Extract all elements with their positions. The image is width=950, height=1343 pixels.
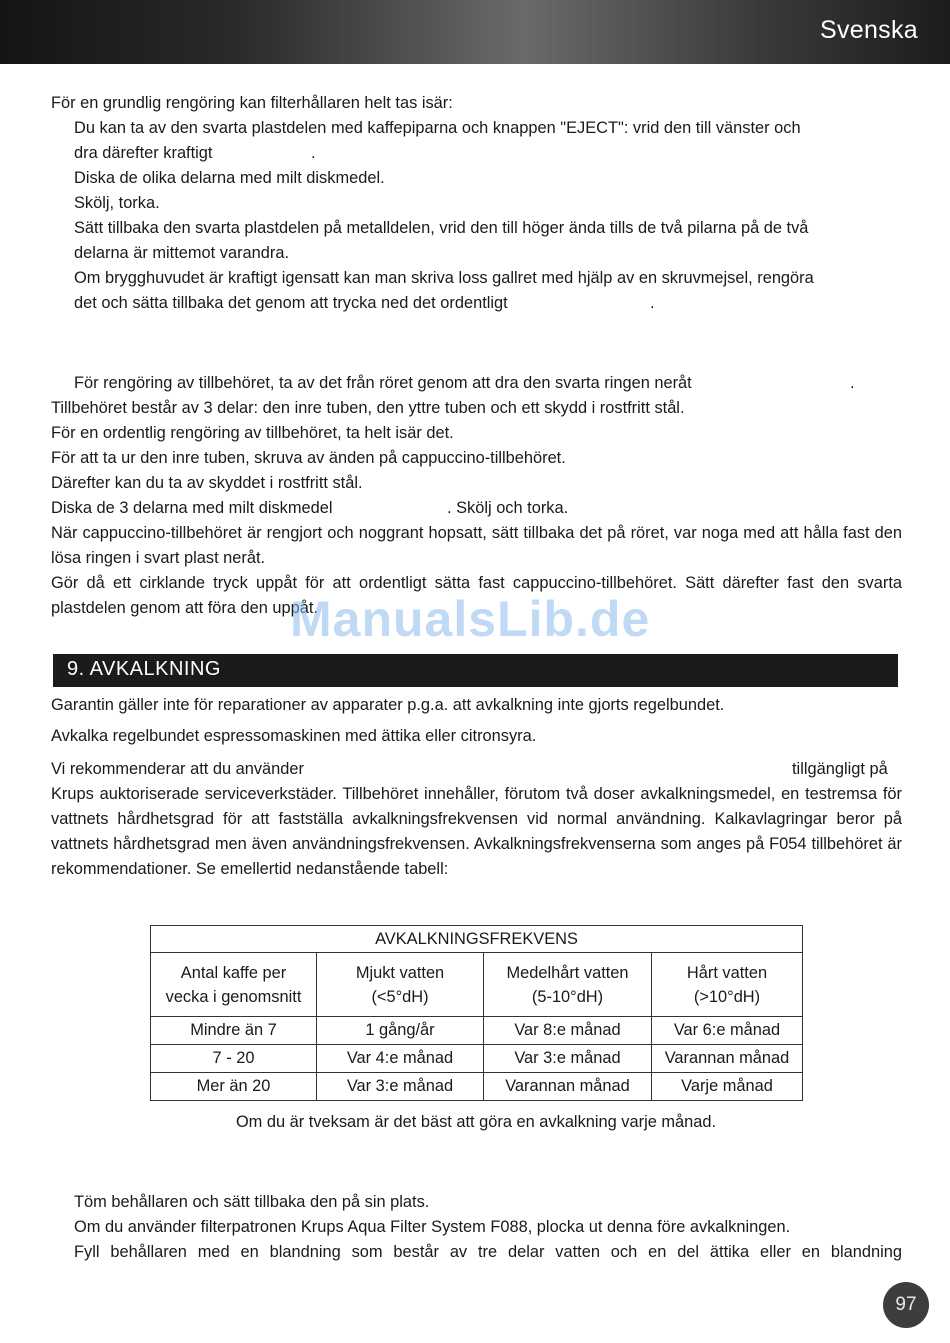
filter-item-4-line2: delarna är mittemot varandra. bbox=[74, 244, 289, 262]
header-line: Medelhårt vatten bbox=[506, 963, 629, 982]
table-header-cell bbox=[317, 953, 484, 1017]
table-cell: Var 3:e månad bbox=[484, 1045, 652, 1073]
filter-intro: För en grundlig rengöring kan filterhållaren helt tas isär: bbox=[51, 94, 453, 112]
header-line: vecka i genomsnitt bbox=[165, 987, 302, 1006]
accessory-line-2: För en ordentlig rengöring av tillbehöret, ta helt isär det. bbox=[51, 424, 454, 442]
filter-item-1-end: . bbox=[311, 144, 316, 162]
section-heading-bar bbox=[53, 654, 898, 687]
accessory-first-end: . bbox=[850, 374, 855, 392]
descaling-frequency-table bbox=[150, 925, 803, 1101]
accessory-para-2: Gör då ett cirklande tryck uppåt för att ordentligt sätta fast cappuccino-tillbehöret. Sätt därefter fast den svarta plastdelen genom att föra den uppåt. bbox=[51, 574, 902, 617]
table-cell: Varannan månad bbox=[652, 1045, 803, 1073]
step-2: Om du använder filterpatronen Krups Aqua Filter System F088, plocka ut denna före avkalkningen. bbox=[74, 1218, 791, 1236]
table-row bbox=[151, 1017, 803, 1045]
table-cell: 7 - 20 bbox=[151, 1045, 317, 1073]
language-label: Svenska bbox=[820, 16, 918, 44]
filter-item-5-line2: det och sätta tillbaka det genom att trycka ned det ordentligt bbox=[74, 294, 508, 312]
header-line: (<5°dH) bbox=[371, 987, 429, 1006]
table-header-cell bbox=[652, 953, 803, 1017]
table-cell: Var 6:e månad bbox=[652, 1017, 803, 1045]
accessory-wash-a: Diska de 3 delarna med milt diskmedel bbox=[51, 499, 333, 517]
filter-item-3: Skölj, torka. bbox=[74, 194, 160, 212]
table-cell: Var 8:e månad bbox=[484, 1017, 652, 1045]
descaling-p3-rest: Krups auktoriserade serviceverkstäder. Tillbehöret innehåller, förutom två doser avkalkningsmedel, en testremsa för vattnets hårdhetsgrad för att fastställa avkalkningsfrekvensen vid normal användning. Kalkavlagringar beror på vattnets hårdhetsgrad men även användningsfrekvensen. Avkalkningsfrekvenserna som anges på F054 tillbehöret är rekommendationer. Se emellertid nedanstående tabell: bbox=[51, 785, 902, 878]
header-line: Mjukt vatten bbox=[355, 963, 445, 982]
table-header-cell bbox=[151, 953, 317, 1017]
descaling-p3-start: Vi rekommenderar att du använder bbox=[51, 760, 304, 778]
table-cell: Var 3:e månad bbox=[317, 1073, 484, 1101]
accessory-line-1: Tillbehöret består av 3 delar: den inre tuben, den yttre tuben och ett skydd i rostfritt stål. bbox=[51, 399, 685, 417]
filter-item-1-line2: dra därefter kraftigt bbox=[74, 144, 213, 162]
table-header-row bbox=[151, 953, 803, 1017]
page-number: 97 bbox=[883, 1282, 929, 1328]
table-row bbox=[151, 1073, 803, 1101]
table-note: Om du är tveksam är det bäst att göra en avkalkning varje månad. bbox=[235, 1113, 717, 1131]
step-1: Töm behållaren och sätt tillbaka den på sin plats. bbox=[74, 1193, 430, 1211]
table-title: AVKALKNINGSFREKVENS bbox=[151, 926, 803, 953]
accessory-para-1: När cappuccino-tillbehöret är rengjort och noggrant hopsatt, sätt tillbaka det på röret, var noga med att hålla fast den lösa ringen i svart plast neråt. bbox=[51, 524, 902, 567]
watermark-logo: ManualsLib.de bbox=[290, 591, 651, 647]
table-cell: 1 gång/år bbox=[317, 1017, 484, 1045]
filter-item-5-line1: Om brygghuvudet är kraftigt igensatt kan man skriva loss gallret med hjälp av en skruvmejsel, rengöra bbox=[74, 269, 814, 287]
descaling-p2: Avkalka regelbundet espressomaskinen med ättika eller citronsyra. bbox=[51, 727, 537, 745]
header-line: (>10°dH) bbox=[693, 987, 761, 1006]
table-title-row bbox=[151, 926, 803, 953]
step-3: Fyll behållaren med en blandning som består av tre delar vatten och en del ättika eller en blandning bbox=[74, 1243, 902, 1261]
accessory-wash-b: . Skölj och torka. bbox=[447, 499, 569, 517]
descaling-p1: Garantin gäller inte för reparationer av apparater p.g.a. att avkalkning inte gjorts regelbundet. bbox=[51, 696, 725, 714]
table-cell: Mer än 20 bbox=[151, 1073, 317, 1101]
table-header-cell bbox=[484, 953, 652, 1017]
accessory-line-3: För att ta ur den inre tuben, skruva av änden på cappuccino-tillbehöret. bbox=[51, 449, 566, 467]
table-cell: Varannan månad bbox=[484, 1073, 652, 1101]
accessory-first-line: För rengöring av tillbehöret, ta av det från röret genom att dra den svarta ringen neråt bbox=[74, 374, 692, 392]
table-cell: Var 4:e månad bbox=[317, 1045, 484, 1073]
filter-item-5-end: . bbox=[650, 294, 655, 312]
header-line: (5-10°dH) bbox=[531, 987, 604, 1006]
section-title: 9. AVKALKNING bbox=[67, 658, 221, 680]
table-cell: Varje månad bbox=[652, 1073, 803, 1101]
filter-item-4-line1: Sätt tillbaka den svarta plastdelen på metalldelen, vrid den till höger ända tills de två pilarna på de två bbox=[74, 219, 809, 237]
filter-item-1-line1: Du kan ta av den svarta plastdelen med kaffepiparna och knappen "EJECT": vrid den till vänster och bbox=[74, 119, 801, 137]
header-line: Hårt vatten bbox=[686, 963, 768, 982]
accessory-line-4: Därefter kan du ta av skyddet i rostfritt stål. bbox=[51, 474, 363, 492]
table-row bbox=[151, 1045, 803, 1073]
header-bar bbox=[0, 0, 950, 64]
filter-item-2: Diska de olika delarna med milt diskmedel. bbox=[74, 169, 385, 187]
table-cell: Mindre än 7 bbox=[151, 1017, 317, 1045]
descaling-p3-end: tillgängligt på bbox=[792, 760, 888, 778]
header-line: Antal kaffe per bbox=[180, 963, 287, 982]
